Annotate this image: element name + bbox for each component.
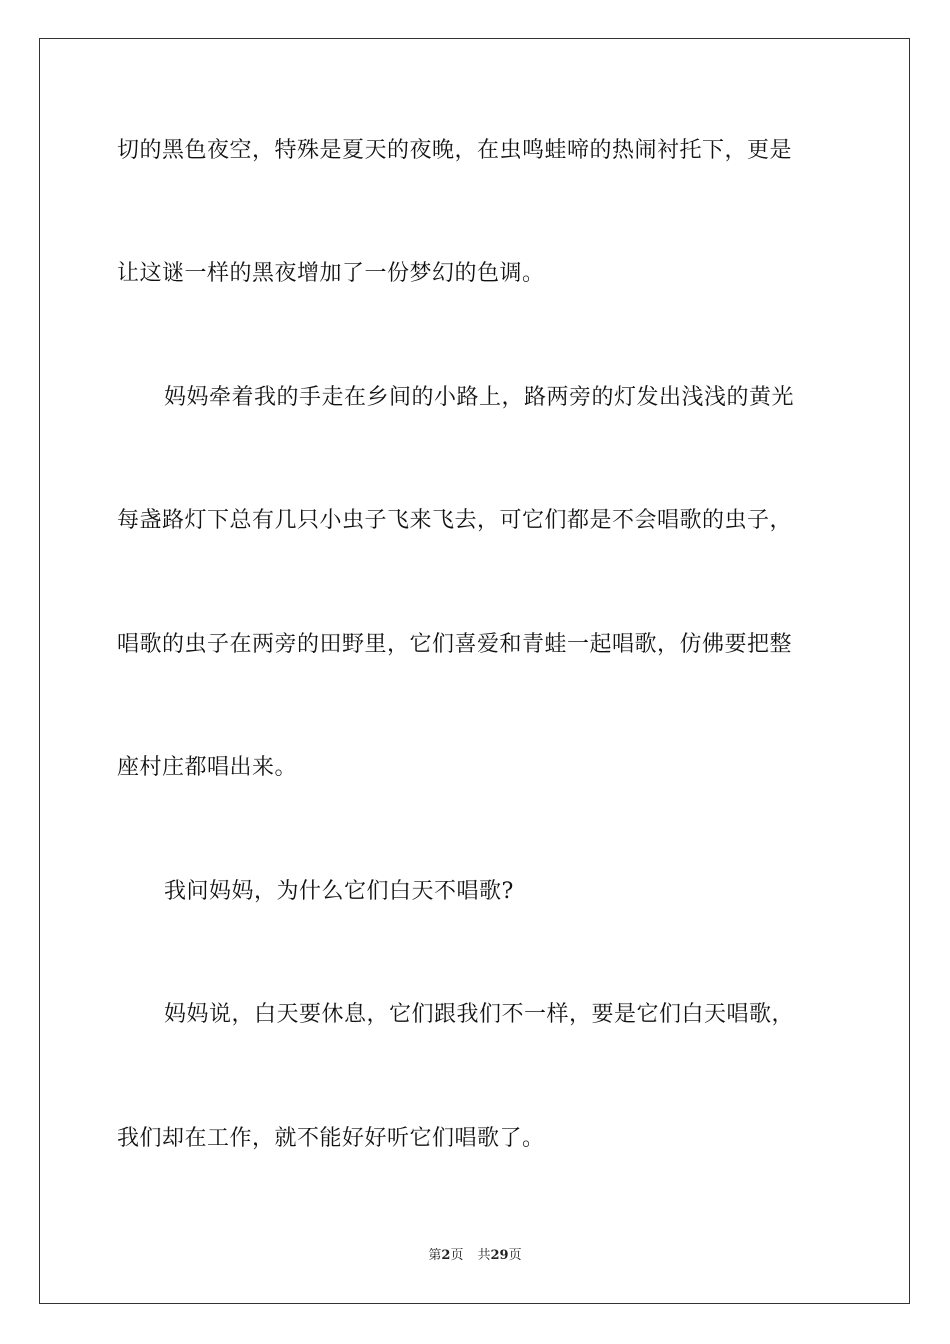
page-footer [0, 1247, 950, 1265]
text-line-8: 妈妈说，白天要休息，它们跟我们不一样，要是它们白天唱歌， [164, 1002, 795, 1027]
footer-page-number: 2 [441, 1248, 451, 1263]
footer-page-suffix: 页 [450, 1248, 464, 1263]
text-line-5: 唱歌的虫子在两旁的田野里，它们喜爱和青蛙一起唱歌，仿佛要把整 [117, 632, 793, 657]
footer-total-suffix: 页 [508, 1248, 522, 1263]
text-line-7: 我问妈妈，为什么它们白天不唱歌? [164, 879, 514, 904]
text-line-2: 让这谜一样的黑夜增加了一份梦幻的色调。 [117, 261, 545, 286]
text-line-4: 每盏路灯下总有几只小虫子飞来飞去，可它们都是不会唱歌的虫子， [117, 508, 793, 533]
footer-total-pages: 29 [490, 1248, 509, 1263]
text-line-1: 切的黑色夜空，特殊是夏天的夜晚，在虫鸣蛙啼的热闹衬托下，更是 [117, 138, 793, 163]
page-frame [39, 38, 910, 1304]
text-line-3: 妈妈牵着我的手走在乡间的小路上，路两旁的灯发出浅浅的黄光 [164, 385, 795, 410]
text-line-9: 我们却在工作，就不能好好听它们唱歌了。 [117, 1126, 545, 1151]
footer-page-prefix: 第 [428, 1248, 442, 1263]
footer-total-prefix: 共 [477, 1248, 491, 1263]
text-line-6: 座村庄都唱出来。 [117, 755, 298, 780]
